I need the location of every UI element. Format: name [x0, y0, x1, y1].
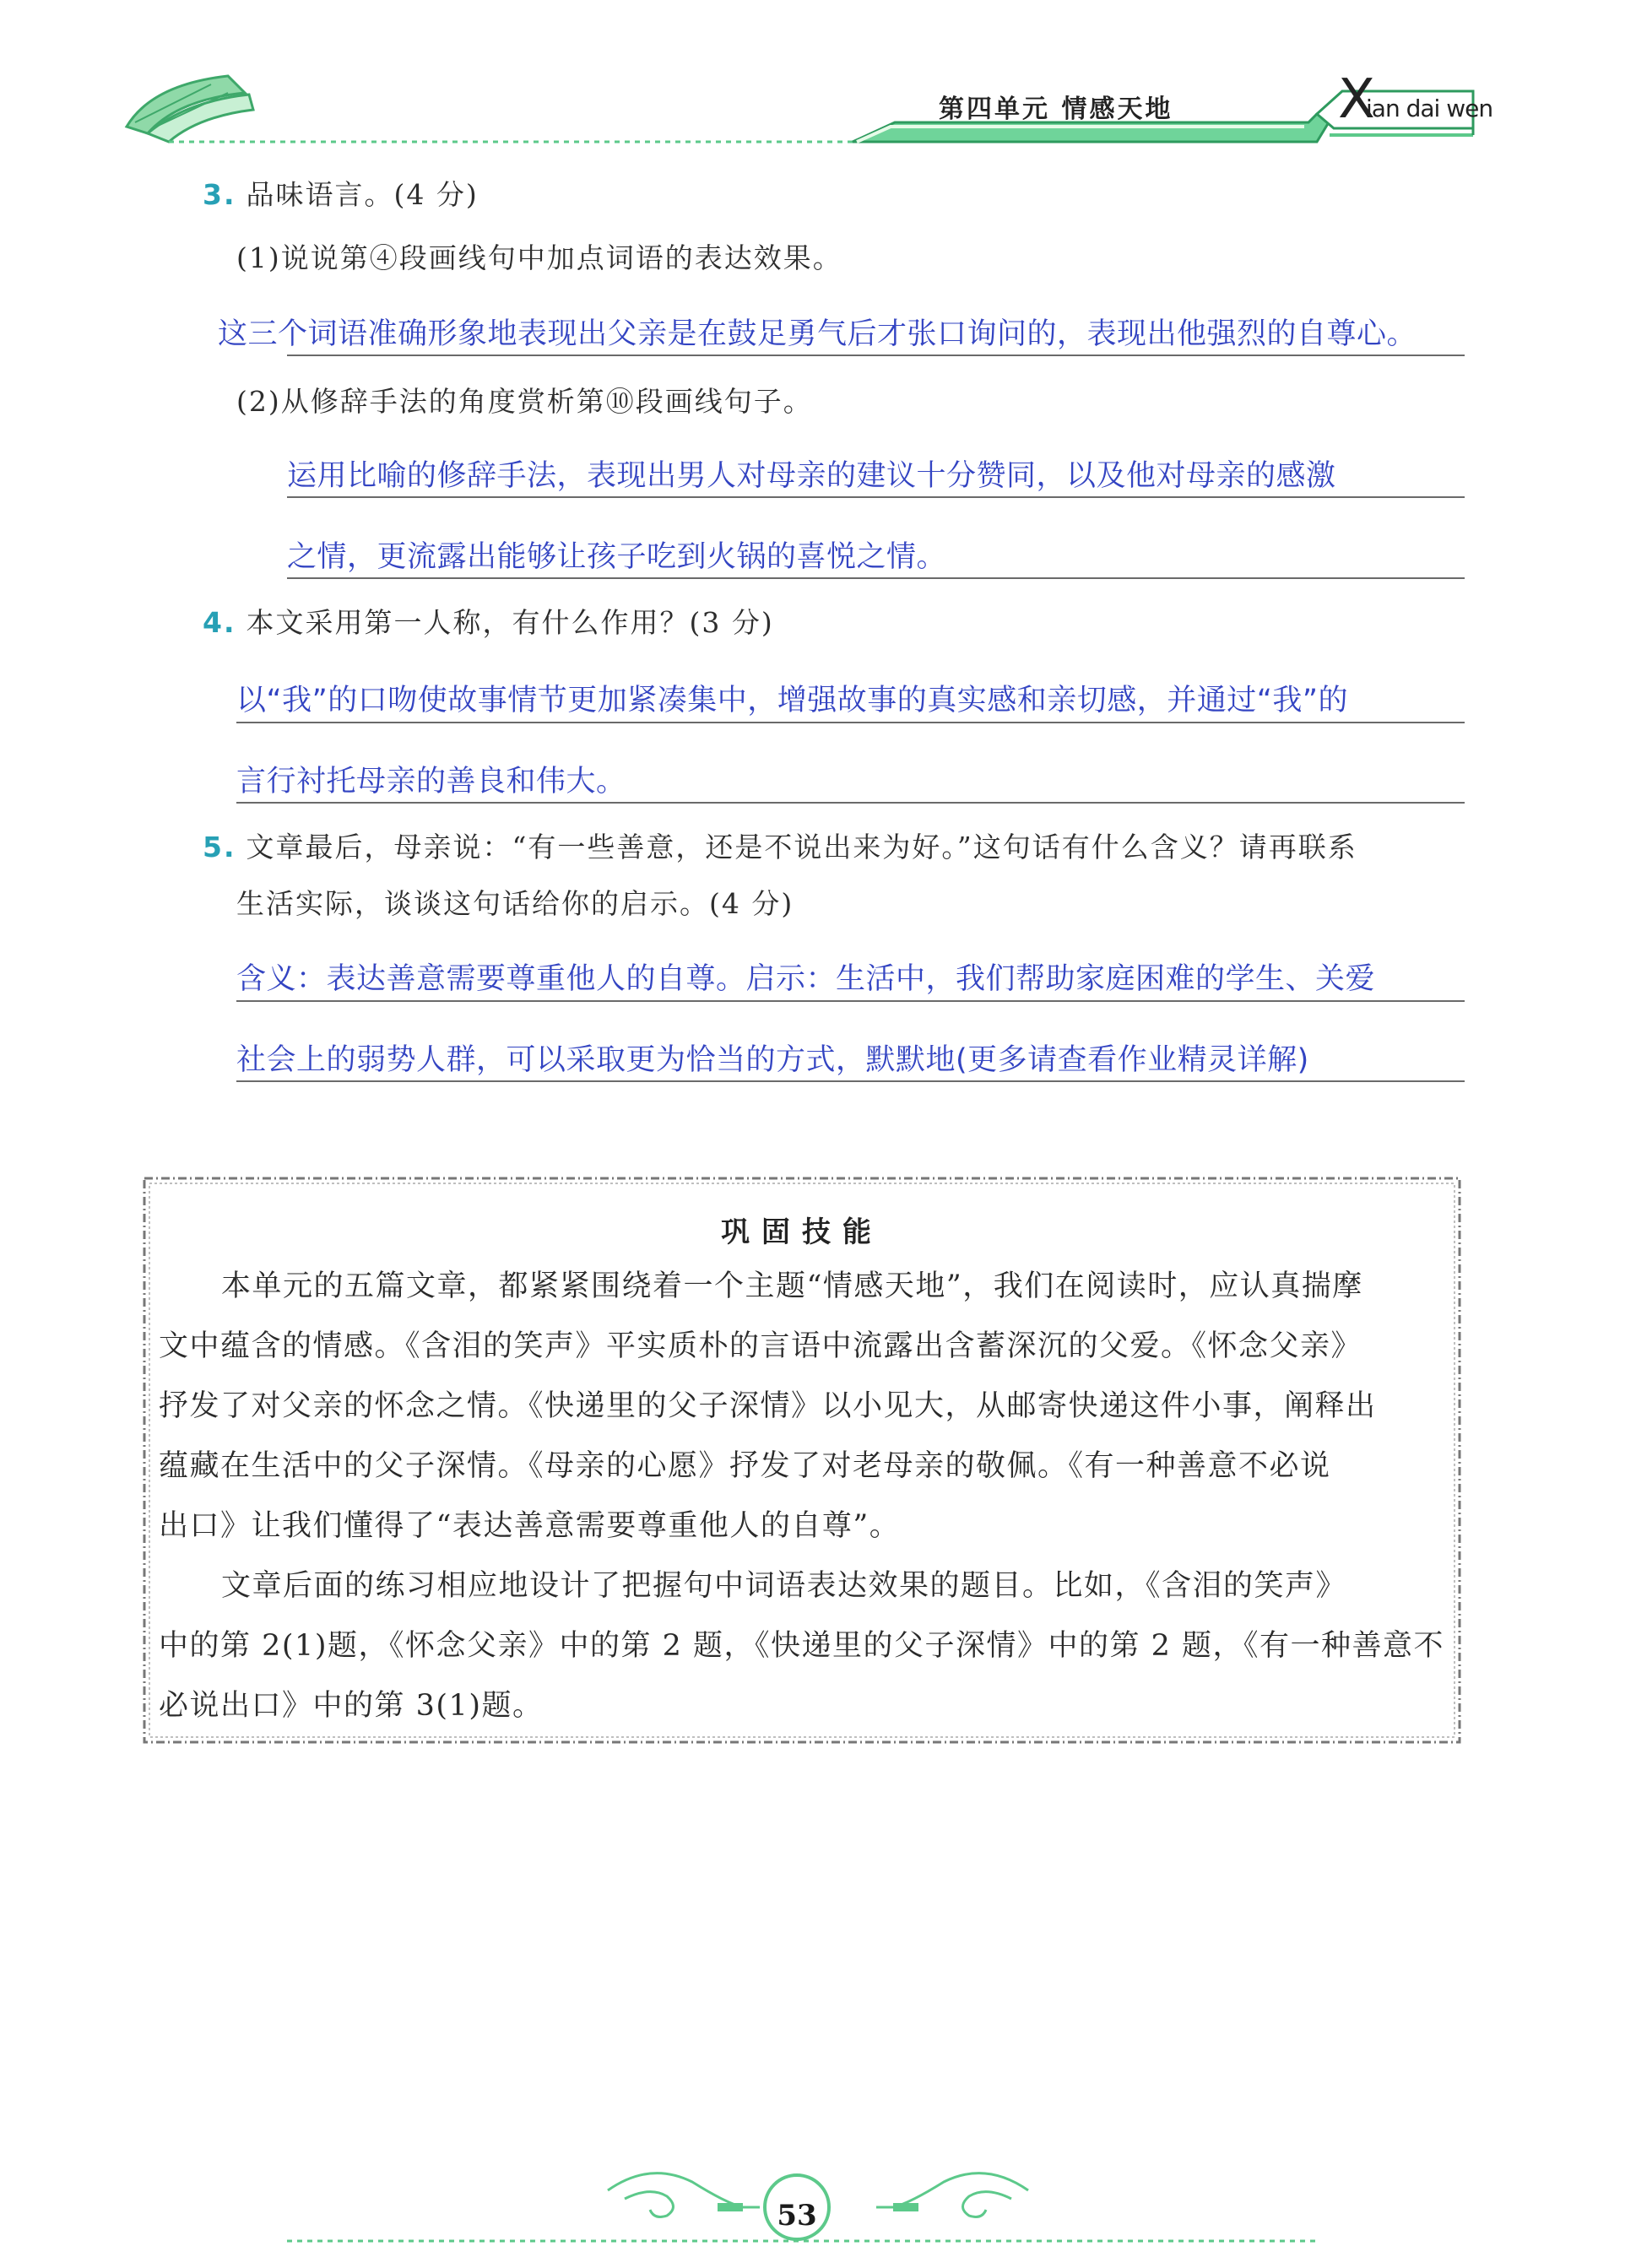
logo-initial: X	[1338, 68, 1375, 131]
question-3-sub-1: (1)说说第④段画线句中加点词语的表达效果。	[236, 241, 842, 274]
paragraph-line: 本单元的五篇文章，都紧紧围绕着一个主题“情感天地”，我们在阅读时，应认真揣摩	[221, 1269, 1363, 1303]
question-3-sub-2: (2)从修辞手法的角度赏析第⑩段画线句子。	[236, 385, 813, 418]
answer-line: 运用比喻的修辞手法，表现出男人对母亲的建议十分赞同，以及他对母亲的感激	[287, 459, 1336, 493]
question-text: 本文采用第一人称，有什么作用？(3 分)	[246, 606, 774, 639]
answer-rule	[287, 496, 1465, 498]
question-text: 品味语言。(4 分)	[246, 178, 479, 211]
answer-rule	[236, 802, 1465, 804]
answer-line: 以“我”的口吻使故事情节更加紧凑集中，增强故事的真实感和亲切感，并通过“我”的	[236, 684, 1349, 717]
paragraph-line: 出口》让我们懂得了“表达善意需要尊重他人的自尊”。	[159, 1509, 901, 1543]
paragraph-line: 文中蕴含的情感。《含泪的笑声》平实质朴的言语中流露出含蓄深沉的父爱。《怀念父亲》	[159, 1329, 1362, 1363]
question-3	[203, 173, 479, 213]
paragraph-line: 必说出口》中的第 3(1)题。	[159, 1689, 544, 1723]
skills-box-title: 巩固技能	[721, 1215, 883, 1249]
question-5	[203, 825, 1357, 865]
answer-rule	[236, 1000, 1465, 1002]
answer-line: 含义：表达善意需要尊重他人的自尊。启示：生活中，我们帮助家庭困难的学生、关爱	[236, 962, 1376, 996]
answer-rule	[236, 1080, 1465, 1082]
unit-title: 第四单元 情感天地	[939, 95, 1173, 124]
page-header	[0, 0, 1636, 160]
book-logo-icon	[127, 76, 253, 142]
question-5-line-2: 生活实际，谈谈这句话给你的启示。(4 分)	[236, 887, 794, 920]
paragraph-line: 中的第 2(1)题，《怀念父亲》中的第 2 题，《快递里的父子深情》中的第 2 题，《有一种善意不	[159, 1629, 1445, 1663]
paragraph-line: 蕴藏在生活中的父子深情。《母亲的心愿》抒发了对老母亲的敬佩。《有一种善意不必说	[159, 1449, 1331, 1483]
question-text: 文章最后，母亲说：“有一些善意，还是不说出来为好。”这句话有什么含义？请再联系	[246, 831, 1357, 863]
question-number: 5.	[203, 831, 236, 863]
answer-rule	[287, 577, 1465, 579]
question-4	[203, 601, 774, 641]
answer-line: 言行衬托母亲的善良和伟大。	[236, 765, 626, 798]
header-decoration	[0, 0, 1636, 160]
answer-line: 这三个词语准确形象地表现出父亲是在鼓足勇气后才张口询问的，表现出他强烈的自尊心。	[218, 317, 1417, 351]
logo-text: ian dai wen	[1366, 95, 1493, 122]
paragraph-line: 文章后面的练习相应地设计了把握句中词语表达效果的题目。比如，《含泪的笑声》	[221, 1569, 1347, 1603]
question-number: 3.	[203, 178, 236, 211]
page-number: 53	[777, 2199, 817, 2233]
answer-line: 之情，更流露出能够让孩子吃到火锅的喜悦之情。	[287, 540, 947, 574]
answer-line: 社会上的弱势人群，可以采取更为恰当的方式，默默地(更多请查看作业精灵详解)	[236, 1043, 1309, 1077]
paragraph-line: 抒发了对父亲的怀念之情。《快递里的父子深情》以小见大，从邮寄快递这件小事，阐释出	[159, 1389, 1377, 1423]
answer-rule	[287, 355, 1465, 356]
answer-rule	[236, 722, 1465, 723]
question-number: 4.	[203, 606, 236, 639]
